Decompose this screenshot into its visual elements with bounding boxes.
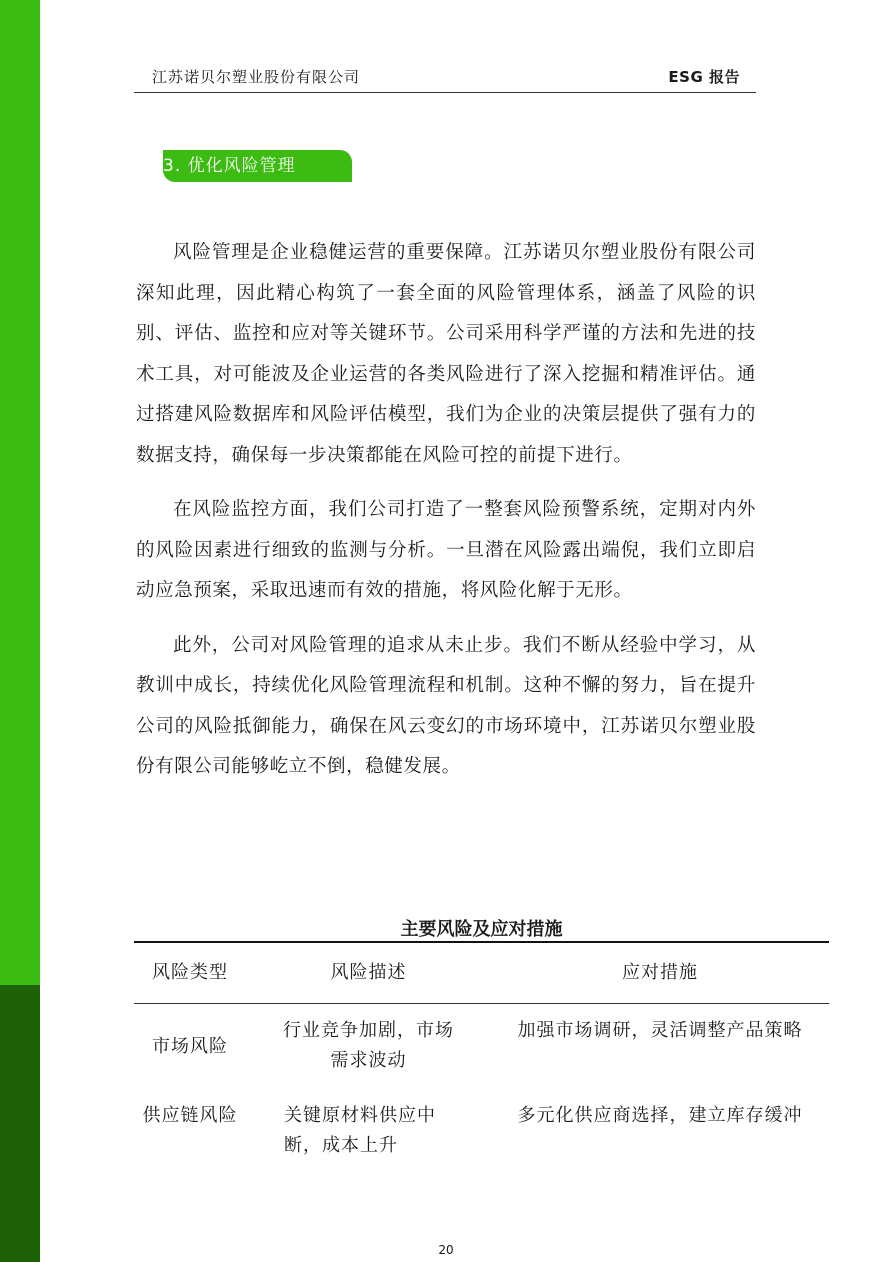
cell-risk-measures: 多元化供应商选择，建立库存缓冲 <box>517 1105 803 1126</box>
page-number: 20 <box>438 1243 454 1257</box>
table-header-row <box>134 943 829 1004</box>
header-cell-type: 风险类型 <box>152 962 228 983</box>
paragraph: 此外，公司对风险管理的追求从未止步。我们不断从经验中学习，从教训中成长，持续优化风险管理流程和机制。这种不懈的努力，旨在提升公司的风险抵御能力，确保在风云变幻的市场环境中，江苏诺贝尔塑业股份有限公司能够屹立不倒，稳健发展。 <box>136 634 756 777</box>
table-row <box>134 1016 829 1101</box>
page-header <box>134 66 756 93</box>
cell-risk-type: 供应链风险 <box>142 1105 238 1126</box>
cell-risk-description: 关键原材料供应中断，成本上升 <box>284 1105 436 1156</box>
body-text <box>136 233 756 802</box>
header-cell-measures: 应对措施 <box>622 962 698 983</box>
header-company: 江苏诺贝尔塑业股份有限公司 <box>152 68 361 86</box>
side-accent-bar <box>0 0 40 985</box>
header-cell-description: 风险描述 <box>330 962 407 983</box>
header-report-label: ESG 报告 <box>668 68 740 86</box>
side-accent-bar-dark <box>0 985 40 1262</box>
table-row <box>134 1101 829 1171</box>
paragraph: 风险管理是企业稳健运营的重要保障。江苏诺贝尔塑业股份有限公司深知此理，因此精心构筑了一套全面的风险管理体系，涵盖了风险的识别、评估、监控和应对等关键环节。公司采用科学严谨的方法和先进的技术工具，对可能波及企业运营的各类风险进行了深入挖掘和精准评估。通过搭建风险数据库和风险评估模型，我们为企业的决策层提供了强有力的数据支持，确保每一步决策都能在风险可控的前提下进行。 <box>136 242 756 466</box>
risk-table <box>134 941 829 1171</box>
cell-risk-description: 行业竞争加剧，市场需求波动 <box>283 1020 454 1071</box>
section-title: 3. 优化风险管理 <box>163 150 352 182</box>
table-title: 主要风险及应对措施 <box>400 919 563 940</box>
cell-risk-type: 市场风险 <box>152 1036 228 1057</box>
paragraph: 在风险监控方面，我们公司打造了一整套风险预警系统，定期对内外的风险因素进行细致的监测与分析。一旦潜在风险露出端倪，我们立即启动应急预案，采取迅速而有效的措施，将风险化解于无形。 <box>136 499 756 601</box>
cell-risk-measures: 加强市场调研，灵活调整产品策略 <box>517 1020 803 1041</box>
